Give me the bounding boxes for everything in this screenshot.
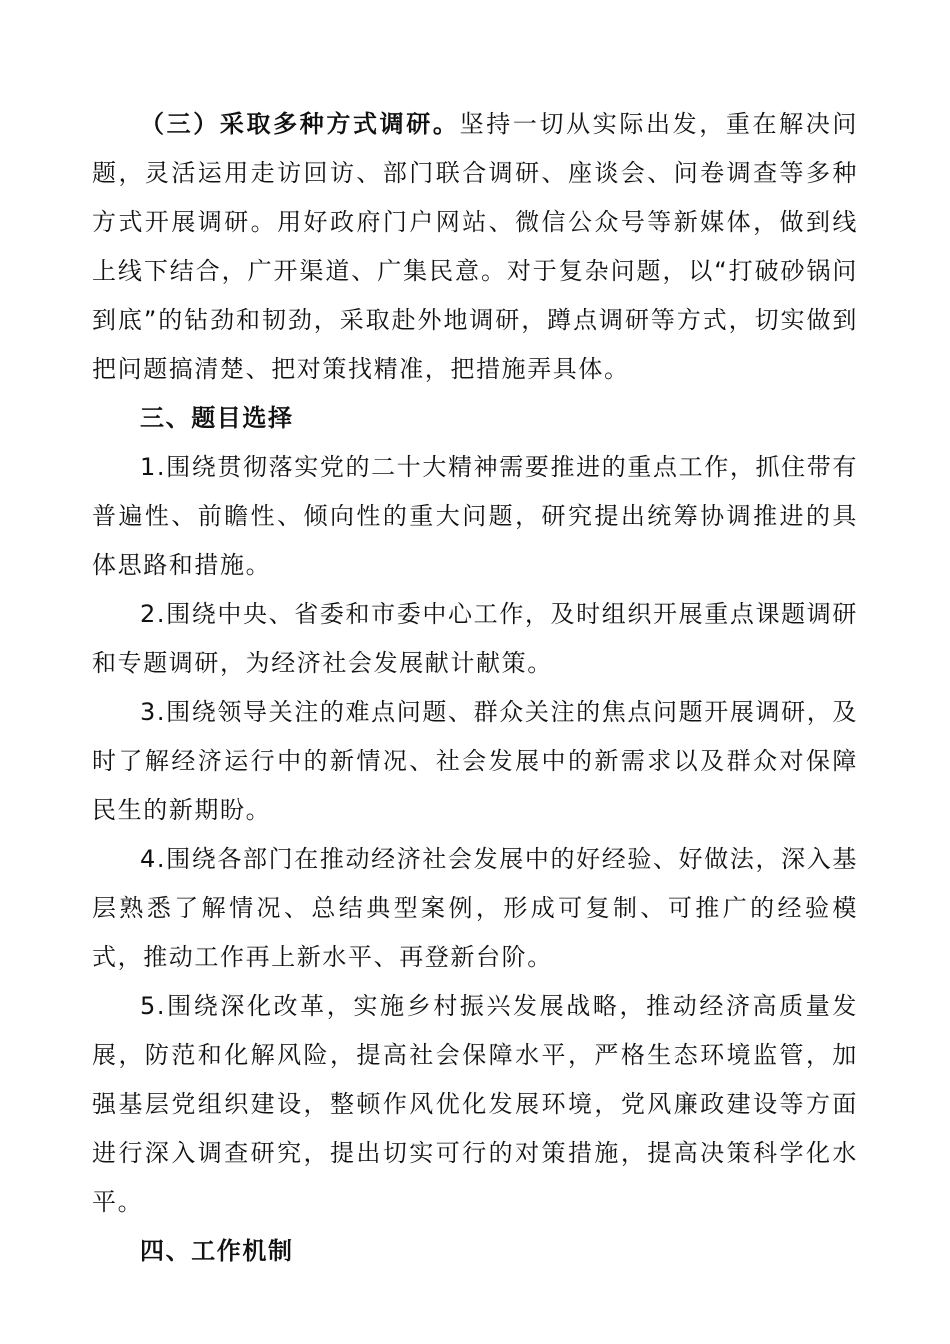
list-item-4: 4.围绕各部门在推动经济社会发展中的好经验、好做法，深入基层熟悉了解情况、总结典型案例，形成可复制、可推广的经验模式，推动工作再上新水平、再登新台阶。	[92, 845, 858, 971]
list-item-1: 1.围绕贯彻落实党的二十大精神需要推进的重点工作，抓住带有普遍性、前瞻性、倾向性的重大问题，研究提出统筹协调推进的具体思路和措施。	[92, 453, 858, 579]
section-heading-mechanism: 四、工作机制	[140, 1237, 294, 1265]
list-item-5: 5.围绕深化改革，实施乡村振兴发展战略，推动经济高质量发展，防范和化解风险，提高社会保障水平，严格生态环境监管，加强基层党组织建设，整顿作风优化发展环境，党风廉政建设等方面进行深入调查研究，提出切实可行的对策措施，提高决策科学化水平。	[92, 992, 858, 1216]
paragraph-body: 坚持一切从实际出发，重在解决问题，灵活运用走访回访、部门联合调研、座谈会、问卷调查等多种方式开展调研。用好政府门户网站、微信公众号等新媒体，做到线上线下结合，广开渠道、广集民意。对于复杂问题，以“打破砂锅问到底”的钻劲和韧劲，采取赴外地调研，蹲点调研等方式，切实做到把问题搞清楚、把对策找精准，把措施弄具体。	[92, 110, 859, 383]
list-item-2: 2.围绕中央、省委和市委中心工作，及时组织开展重点课题调研和专题调研，为经济社会发展献计献策。	[92, 600, 858, 677]
list-item-3: 3.围绕领导关注的难点问题、群众关注的焦点问题开展调研，及时了解经济运行中的新情况、社会发展中的新需求以及群众对保障民生的新期盼。	[92, 698, 858, 824]
document-page	[92, 100, 858, 1276]
section-heading-topics: 三、题目选择	[140, 404, 294, 432]
paragraph-lead: （三）采取多种方式调研。	[140, 110, 460, 138]
paragraph-methods	[92, 100, 858, 394]
